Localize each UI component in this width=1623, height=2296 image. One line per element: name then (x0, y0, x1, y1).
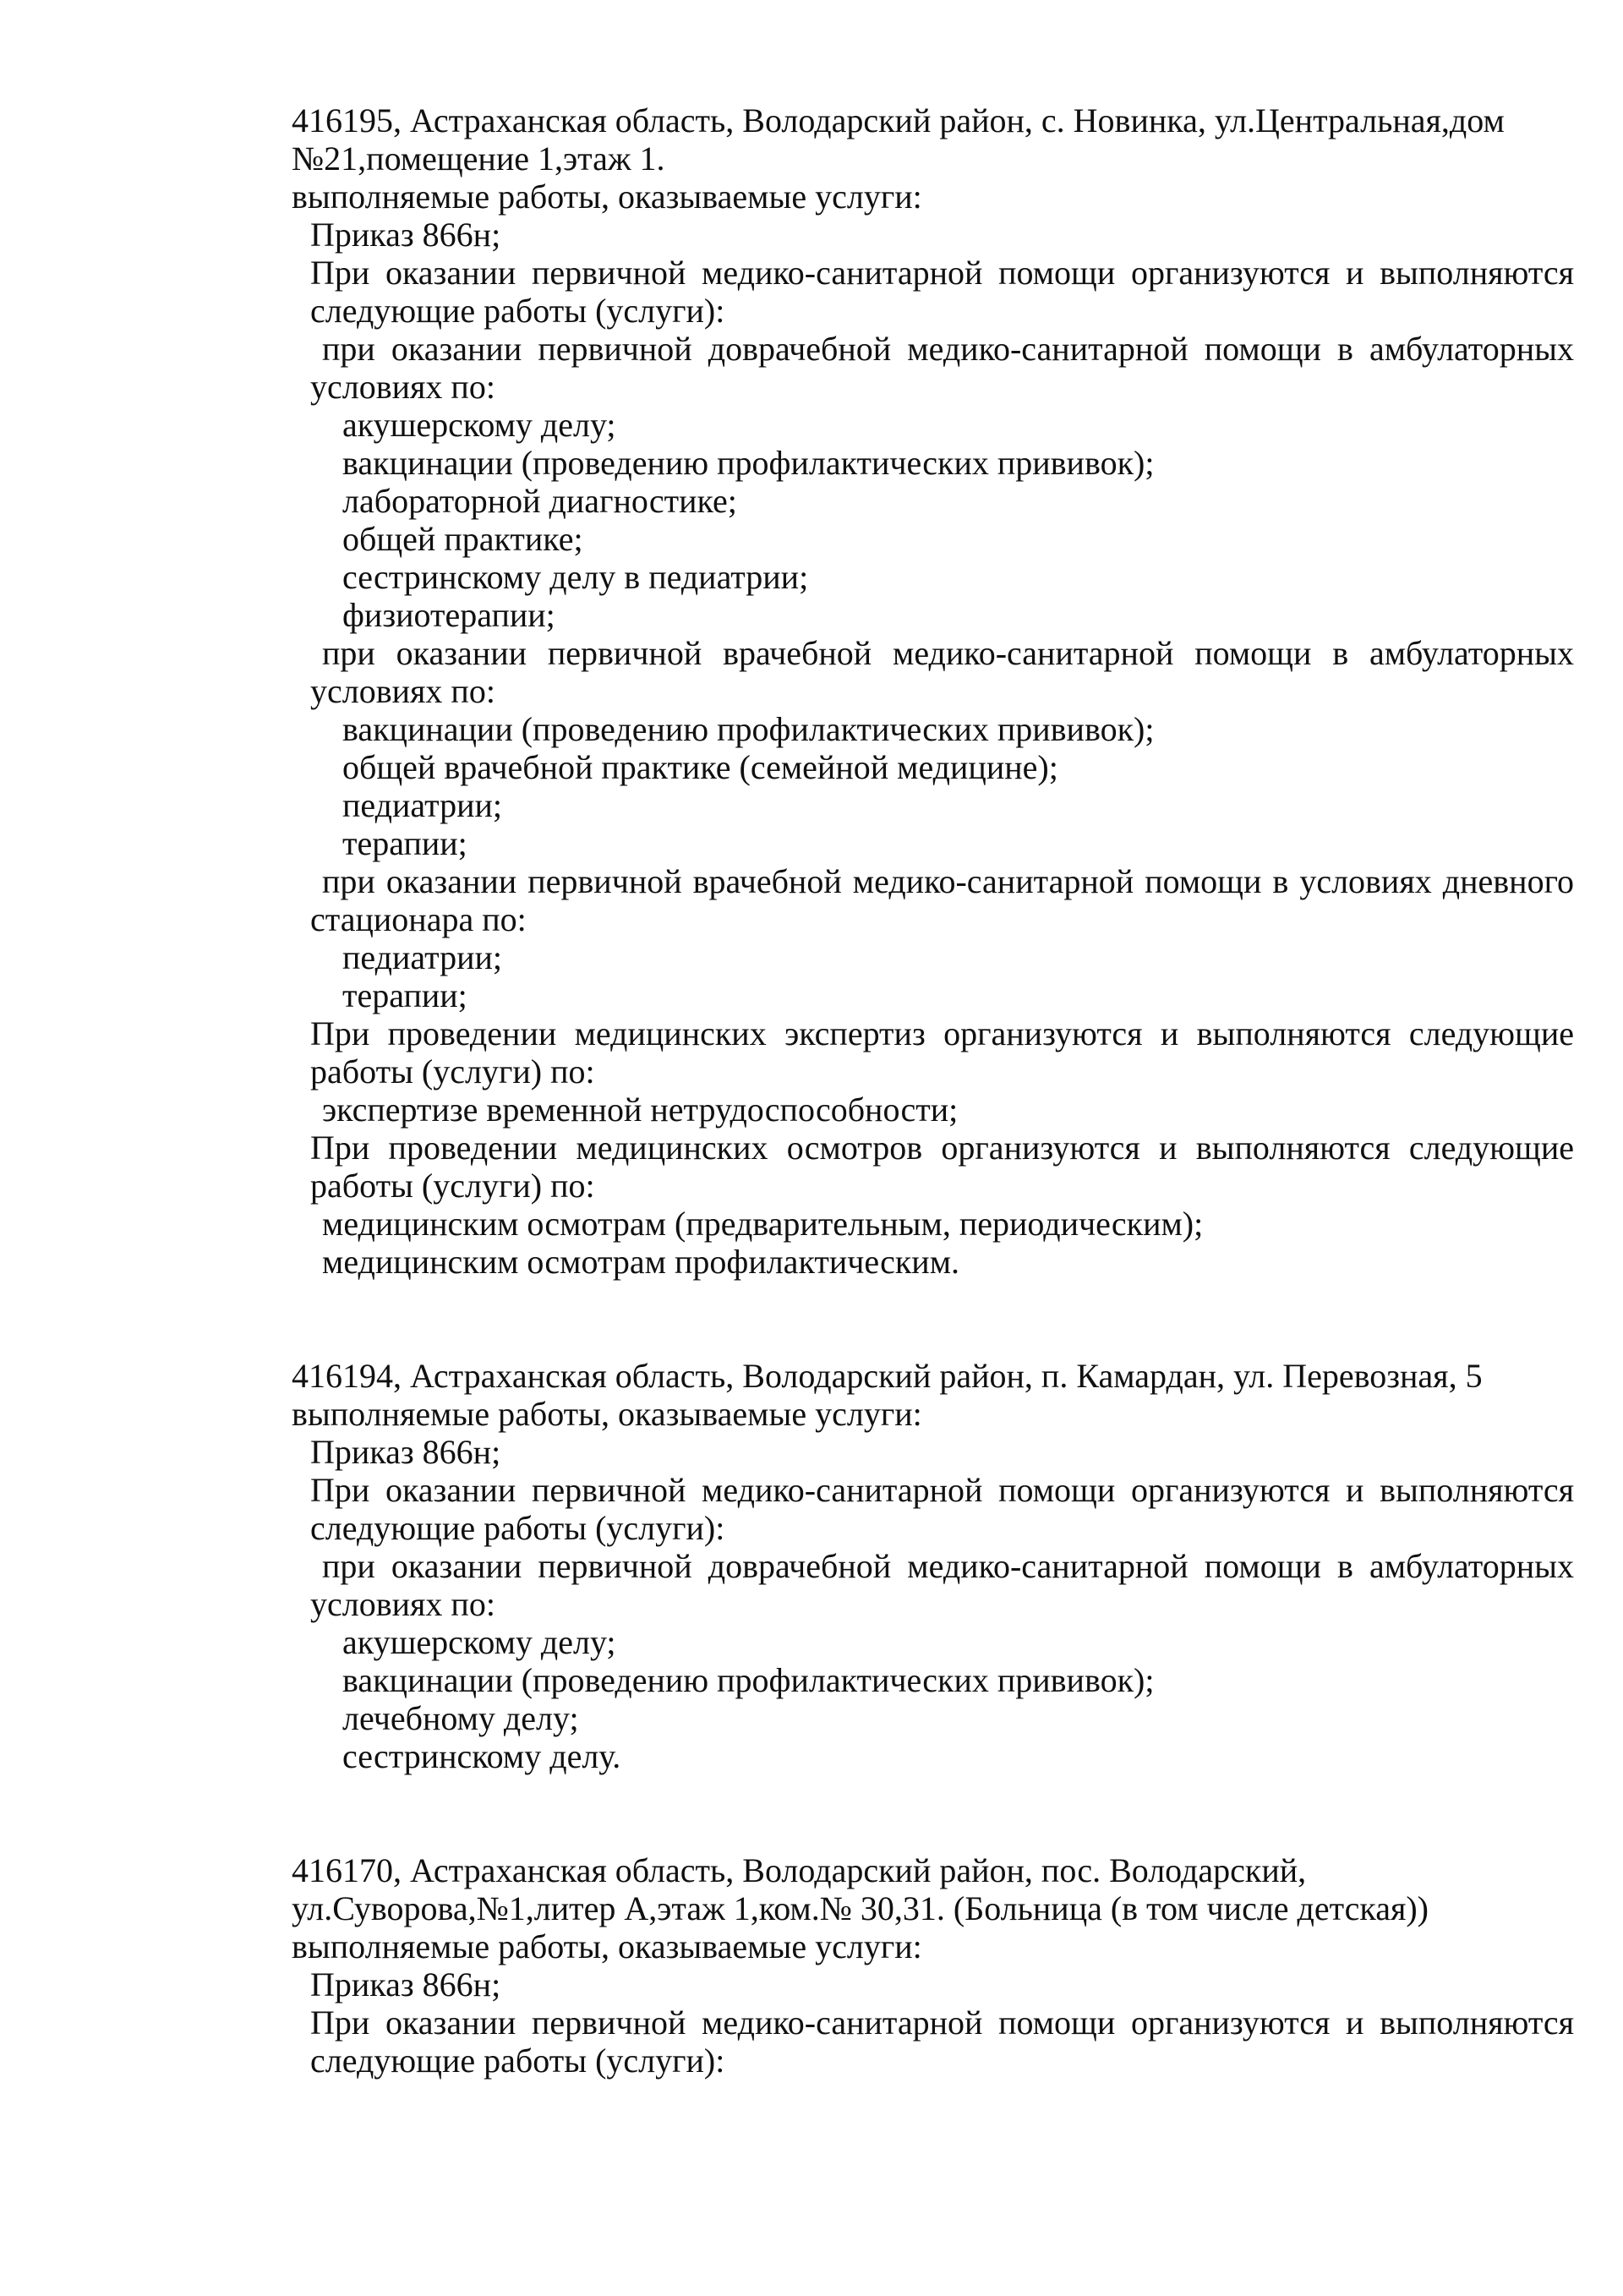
text-line: при оказании первичной врачебной медико-санитарной помощи в амбулаторных (322, 634, 1574, 672)
text-line: акушерскому делу; (342, 406, 616, 444)
text-line: вакцинации (проведению профилактических прививок); (342, 444, 1155, 482)
document-text (292, 101, 1574, 2080)
text-line: следующие работы (услуги): (310, 1509, 725, 1547)
text-line: выполняемые работы, оказываемые услуги: (292, 1395, 922, 1433)
text-line: физиотерапии; (342, 596, 555, 634)
text-line: При проведении медицинских осмотров организуются и выполняются следующие (310, 1129, 1574, 1167)
text-line: Приказ 866н; (310, 1433, 501, 1471)
text-line: При оказании первичной медико-санитарной помощи организуются и выполняются (310, 2004, 1574, 2042)
text-line: при оказании первичной доврачебной медико-санитарной помощи в амбулаторных (322, 330, 1574, 368)
text-line: общей практике; (342, 520, 583, 558)
text-line: акушерскому делу; (342, 1623, 616, 1661)
text-line: При оказании первичной медико-санитарной помощи организуются и выполняются (310, 1471, 1574, 1509)
text-line: следующие работы (услуги): (310, 292, 725, 330)
text-line: выполняемые работы, оказываемые услуги: (292, 1927, 922, 1965)
text-line: сестринскому делу. (342, 1737, 621, 1775)
text-line: сестринскому делу в педиатрии; (342, 558, 809, 596)
text-line: стационара по: (310, 900, 527, 938)
text-line: 416195, Астраханская область, Володарский район, с. Новинка, ул.Центральная,дом (292, 101, 1505, 139)
text-line: терапии; (342, 976, 467, 1014)
text-line: 416194, Астраханская область, Володарский район, п. Камардан, ул. Перевозная, 5 (292, 1357, 1483, 1395)
text-line: работы (услуги) по: (310, 1052, 595, 1091)
text-line: экспертизе временной нетрудоспособности; (322, 1091, 959, 1129)
text-line: общей врачебной практике (семейной медицине); (342, 748, 1058, 786)
text-line: При оказании первичной медико-санитарной помощи организуются и выполняются (310, 254, 1574, 292)
text-line: условиях по: (310, 1585, 495, 1623)
text-line: работы (услуги) по: (310, 1167, 595, 1205)
text-line: при оказании первичной врачебной медико-санитарной помощи в условиях дневного (322, 862, 1574, 900)
text-line: терапии; (342, 824, 467, 862)
text-line: медицинским осмотрам профилактическим. (322, 1243, 960, 1281)
text-line: следующие работы (услуги): (310, 2042, 725, 2080)
text-line: Приказ 866н; (310, 1965, 501, 2004)
text-line: медицинским осмотрам (предварительным, периодическим); (322, 1205, 1204, 1243)
text-line: Приказ 866н; (310, 216, 501, 254)
text-line: №21,помещение 1,этаж 1. (292, 139, 665, 178)
text-line: педиатрии; (342, 786, 503, 824)
section-gap (292, 1281, 1574, 1357)
text-line: ул.Суворова,№1,литер А,этаж 1,ком.№ 30,31. (Больница (в том числе детская)) (292, 1889, 1429, 1927)
text-line: при оказании первичной доврачебной медико-санитарной помощи в амбулаторных (322, 1547, 1574, 1585)
text-line: 416170, Астраханская область, Володарский район, пос. Володарский, (292, 1851, 1307, 1889)
text-line: вакцинации (проведению профилактических прививок); (342, 1661, 1155, 1699)
text-line: педиатрии; (342, 938, 503, 976)
text-line: лечебному делу; (342, 1699, 579, 1737)
text-line: При проведении медицинских экспертиз организуются и выполняются следующие (310, 1014, 1574, 1052)
section-gap (292, 1775, 1574, 1851)
text-line: лабораторной диагностике; (342, 482, 737, 520)
text-line: вакцинации (проведению профилактических прививок); (342, 710, 1155, 748)
text-line: выполняемые работы, оказываемые услуги: (292, 178, 922, 216)
text-line: условиях по: (310, 368, 495, 406)
text-line: условиях по: (310, 672, 495, 710)
